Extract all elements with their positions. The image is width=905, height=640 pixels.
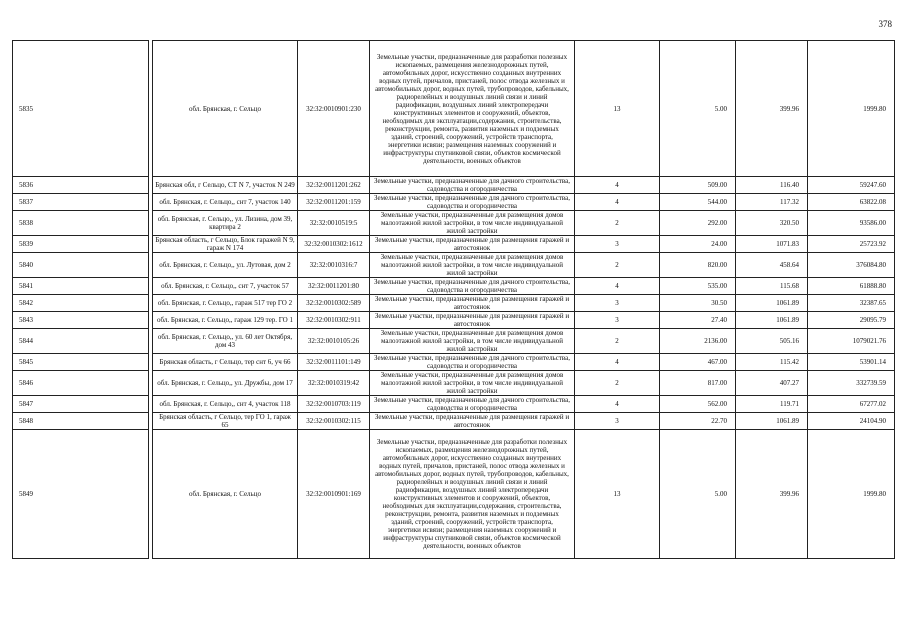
row-number-cell: 5836 xyxy=(13,177,149,194)
row-number-cell: 5847 xyxy=(13,396,149,413)
table-row xyxy=(13,295,895,312)
row-number-cell: 5840 xyxy=(13,253,149,278)
area-cell: 562.00 xyxy=(660,396,736,413)
address-cell: Брянская область, г Сельцо, тер снт 6, уч 66 xyxy=(153,354,298,371)
table-row xyxy=(13,396,895,413)
row-number-cell: 5846 xyxy=(13,371,149,396)
land-use-cell: Земельные участки, предназначенные для размещения домов малоэтажной жилой застройки, в том числе индивидуальной жилой застройки xyxy=(370,253,575,278)
land-use-cell: Земельные участки, предназначенные для размещения домов малоэтажной жилой застройки, в том числе индивидуальной жилой застройки xyxy=(370,371,575,396)
land-use-cell: Земельные участки, предназначенные для дачного строительства, садоводства и огородничества xyxy=(370,396,575,413)
table-row xyxy=(13,354,895,371)
area-cell: 22.70 xyxy=(660,413,736,430)
row-number-cell: 5839 xyxy=(13,236,149,253)
group-cell: 2 xyxy=(575,329,660,354)
land-use-cell: Земельные участки, предназначенные для дачного строительства, садоводства и огородничества xyxy=(370,278,575,295)
land-use-cell: Земельные участки, предназначенные для размещения гаражей и автостоянок xyxy=(370,413,575,430)
group-cell: 3 xyxy=(575,413,660,430)
row-number-cell: 5844 xyxy=(13,329,149,354)
address-cell: обл. Брянская, г. Сельцо,, ул. Лизина, дом 39, квартира 2 xyxy=(153,211,298,236)
cadastral-value-cell: 67277.02 xyxy=(808,396,895,413)
rate-cell: 115.42 xyxy=(736,354,808,371)
cadastral-value-cell: 32387.65 xyxy=(808,295,895,312)
address-cell: Брянская область, г Сельцо, Блок гаражей N 9, гараж N 174 xyxy=(153,236,298,253)
cadastral-number-cell: 32:32:0010319:42 xyxy=(298,371,370,396)
address-cell: Брянская обл, г Сельцо, СТ N 7, участок N 249 xyxy=(153,177,298,194)
group-cell: 4 xyxy=(575,396,660,413)
cadastral-number-cell: 32:32:0010302:911 xyxy=(298,312,370,329)
row-number-cell: 5848 xyxy=(13,413,149,430)
table-row xyxy=(13,278,895,295)
address-cell: обл. Брянская, г. Сельцо,, ул. Дружбы, дом 17 xyxy=(153,371,298,396)
cadastral-number-cell: 32:32:0010302:589 xyxy=(298,295,370,312)
land-use-cell: Земельные участки, предназначенные для размещения домов малоэтажной жилой застройки, в том числе индивидуальной жилой застройки xyxy=(370,329,575,354)
rate-cell: 119.71 xyxy=(736,396,808,413)
cadastral-value-cell: 25723.92 xyxy=(808,236,895,253)
page-number: 378 xyxy=(878,19,892,29)
cadastral-number-cell: 32:32:0011101:149 xyxy=(298,354,370,371)
address-cell: обл. Брянская, г. Сельцо,, гараж 517 тер ГО 2 xyxy=(153,295,298,312)
group-cell: 2 xyxy=(575,253,660,278)
table-row xyxy=(13,236,895,253)
table-row xyxy=(13,41,895,177)
area-cell: 817.00 xyxy=(660,371,736,396)
row-number-cell: 5843 xyxy=(13,312,149,329)
land-use-cell: Земельные участки, предназначенные для дачного строительства, садоводства и огородничества xyxy=(370,194,575,211)
address-cell: обл. Брянская, г. Сельцо,, гараж 129 тер. ГО 1 xyxy=(153,312,298,329)
cadastral-number-cell: 32:32:0010901:230 xyxy=(298,41,370,177)
cadastral-number-cell: 32:32:0010302:1612 xyxy=(298,236,370,253)
row-number-cell: 5837 xyxy=(13,194,149,211)
land-use-cell: Земельные участки, предназначенные для дачного строительства, садоводства и огородничества xyxy=(370,354,575,371)
land-use-cell: Земельные участки, предназначенные для дачного строительства, садоводства и огородничества xyxy=(370,177,575,194)
address-cell: обл. Брянская, г. Сельцо,, ул. Лутовая, дом 2 xyxy=(153,253,298,278)
group-cell: 3 xyxy=(575,312,660,329)
land-use-cell: Земельные участки, предназначенные для размещения гаражей и автостоянок xyxy=(370,295,575,312)
group-cell: 4 xyxy=(575,278,660,295)
rate-cell: 115.68 xyxy=(736,278,808,295)
area-cell: 535.00 xyxy=(660,278,736,295)
cadastral-value-cell: 29095.79 xyxy=(808,312,895,329)
land-use-cell: Земельные участки, предназначенные для разработки полезных ископаемых, размещения железнодорожных путей, автомобильных дорог, искусственно созданных внутренних водных путей, причалов, пристаней, полос отвода железных и автомобильных дорог, водных путей, трубопроводов, кабельных, радиорелейных и воздушных линий связи и линий радиофикации, воздушных линий электропередачи конструктивных элементов и сооружений, объектов, необходимых для эксплуатации,содержания, строительства, реконструкции, ремонта, развития наземных и подземных зданий, строений, сооружений, устройств транспорта, энергетики исвязи; размещения наземных сооружений и инфраструктуры спутниковой связи, объектов космической деятельности, военных объектов xyxy=(370,41,575,177)
rate-cell: 320.50 xyxy=(736,211,808,236)
land-use-cell: Земельные участки, предназначенные для размещения гаражей и автостоянок xyxy=(370,312,575,329)
table-row xyxy=(13,253,895,278)
cadastral-number-cell: 32:32:0010316:7 xyxy=(298,253,370,278)
row-number-cell: 5838 xyxy=(13,211,149,236)
group-cell: 4 xyxy=(575,194,660,211)
address-cell: обл. Брянская, г. Сельцо xyxy=(153,430,298,559)
cadastral-number-cell: 32:32:0011201:159 xyxy=(298,194,370,211)
table-row xyxy=(13,430,895,559)
area-cell: 5.00 xyxy=(660,41,736,177)
rate-cell: 1071.83 xyxy=(736,236,808,253)
group-cell: 3 xyxy=(575,236,660,253)
area-cell: 30.50 xyxy=(660,295,736,312)
address-cell: обл. Брянская, г. Сельцо,, снт 4, участок 118 xyxy=(153,396,298,413)
group-cell: 3 xyxy=(575,295,660,312)
cadastral-number-cell: 32:32:0011201:262 xyxy=(298,177,370,194)
area-cell: 24.00 xyxy=(660,236,736,253)
cadastral-value-cell: 93586.00 xyxy=(808,211,895,236)
area-cell: 5.00 xyxy=(660,430,736,559)
rate-cell: 458.64 xyxy=(736,253,808,278)
land-use-cell: Земельные участки, предназначенные для размещения гаражей и автостоянок xyxy=(370,236,575,253)
table-row xyxy=(13,177,895,194)
group-cell: 4 xyxy=(575,177,660,194)
rate-cell: 1061.89 xyxy=(736,413,808,430)
address-cell: обл. Брянская, г. Сельцо xyxy=(153,41,298,177)
address-cell: обл. Брянская, г. Сельцо,, снт 7, участок 140 xyxy=(153,194,298,211)
area-cell: 544.00 xyxy=(660,194,736,211)
cadastral-value-cell: 1999.80 xyxy=(808,430,895,559)
cadastral-value-cell: 61888.80 xyxy=(808,278,895,295)
row-number-cell: 5835 xyxy=(13,41,149,177)
cadastral-number-cell: 32:32:0010519:5 xyxy=(298,211,370,236)
cadastral-number-cell: 32:32:0010703:119 xyxy=(298,396,370,413)
rate-cell: 117.32 xyxy=(736,194,808,211)
land-use-cell: Земельные участки, предназначенные для разработки полезных ископаемых, размещения железнодорожных путей, автомобильных дорог, искусственно созданных внутренних водных путей, причалов, пристаней, полос отвода железных и автомобильных дорог, водных путей, трубопроводов, кабельных, радиорелейных и воздушных линий связи и линий радиофикации, воздушных линий электропередачи конструктивных элементов и сооружений, объектов, необходимых для эксплуатации,содержания, строительства, реконструкции, ремонта, развития наземных и подземных зданий, строений, сооружений, устройств транспорта, энергетики исвязи; размещения наземных сооружений и инфраструктуры спутниковой связи, объектов космической деятельности, военных объектов xyxy=(370,430,575,559)
group-cell: 13 xyxy=(575,41,660,177)
cadastral-number-cell: 32:32:0011201:80 xyxy=(298,278,370,295)
address-cell: Брянская область, г Сельцо, тер ГО 1, гараж 65 xyxy=(153,413,298,430)
rate-cell: 1061.89 xyxy=(736,312,808,329)
cadastral-value-cell: 59247.60 xyxy=(808,177,895,194)
table-row xyxy=(13,312,895,329)
cadastral-value-cell: 63822.08 xyxy=(808,194,895,211)
row-number-cell: 5845 xyxy=(13,354,149,371)
area-cell: 467.00 xyxy=(660,354,736,371)
row-number-cell: 5841 xyxy=(13,278,149,295)
row-number-cell: 5849 xyxy=(13,430,149,559)
table-row xyxy=(13,371,895,396)
rate-cell: 399.96 xyxy=(736,430,808,559)
cadastral-value-cell: 376084.80 xyxy=(808,253,895,278)
cadastral-value-cell: 1999.80 xyxy=(808,41,895,177)
group-cell: 2 xyxy=(575,211,660,236)
rate-cell: 116.40 xyxy=(736,177,808,194)
cadastral-number-cell: 32:32:0010302:115 xyxy=(298,413,370,430)
group-cell: 2 xyxy=(575,371,660,396)
table-row xyxy=(13,329,895,354)
rate-cell: 1061.89 xyxy=(736,295,808,312)
area-cell: 820.00 xyxy=(660,253,736,278)
table-row xyxy=(13,413,895,430)
cadastral-value-cell: 24104.90 xyxy=(808,413,895,430)
land-registry-table xyxy=(12,40,895,559)
area-cell: 27.40 xyxy=(660,312,736,329)
group-cell: 13 xyxy=(575,430,660,559)
table-row xyxy=(13,194,895,211)
rate-cell: 407.27 xyxy=(736,371,808,396)
area-cell: 509.00 xyxy=(660,177,736,194)
table-row xyxy=(13,211,895,236)
cadastral-value-cell: 332739.59 xyxy=(808,371,895,396)
address-cell: обл. Брянская, г. Сельцо,, снт 7, участок 57 xyxy=(153,278,298,295)
address-cell: обл. Брянская, г. Сельцо,, ул. 60 лет Октября, дом 43 xyxy=(153,329,298,354)
rate-cell: 399.96 xyxy=(736,41,808,177)
cadastral-number-cell: 32:32:0010901:169 xyxy=(298,430,370,559)
cadastral-number-cell: 32:32:0010105:26 xyxy=(298,329,370,354)
cadastral-value-cell: 1079021.76 xyxy=(808,329,895,354)
area-cell: 2136.00 xyxy=(660,329,736,354)
group-cell: 4 xyxy=(575,354,660,371)
area-cell: 292.00 xyxy=(660,211,736,236)
rate-cell: 505.16 xyxy=(736,329,808,354)
row-number-cell: 5842 xyxy=(13,295,149,312)
land-use-cell: Земельные участки, предназначенные для размещения домов малоэтажной жилой застройки, в том числе индивидуальной жилой застройки xyxy=(370,211,575,236)
cadastral-value-cell: 53901.14 xyxy=(808,354,895,371)
